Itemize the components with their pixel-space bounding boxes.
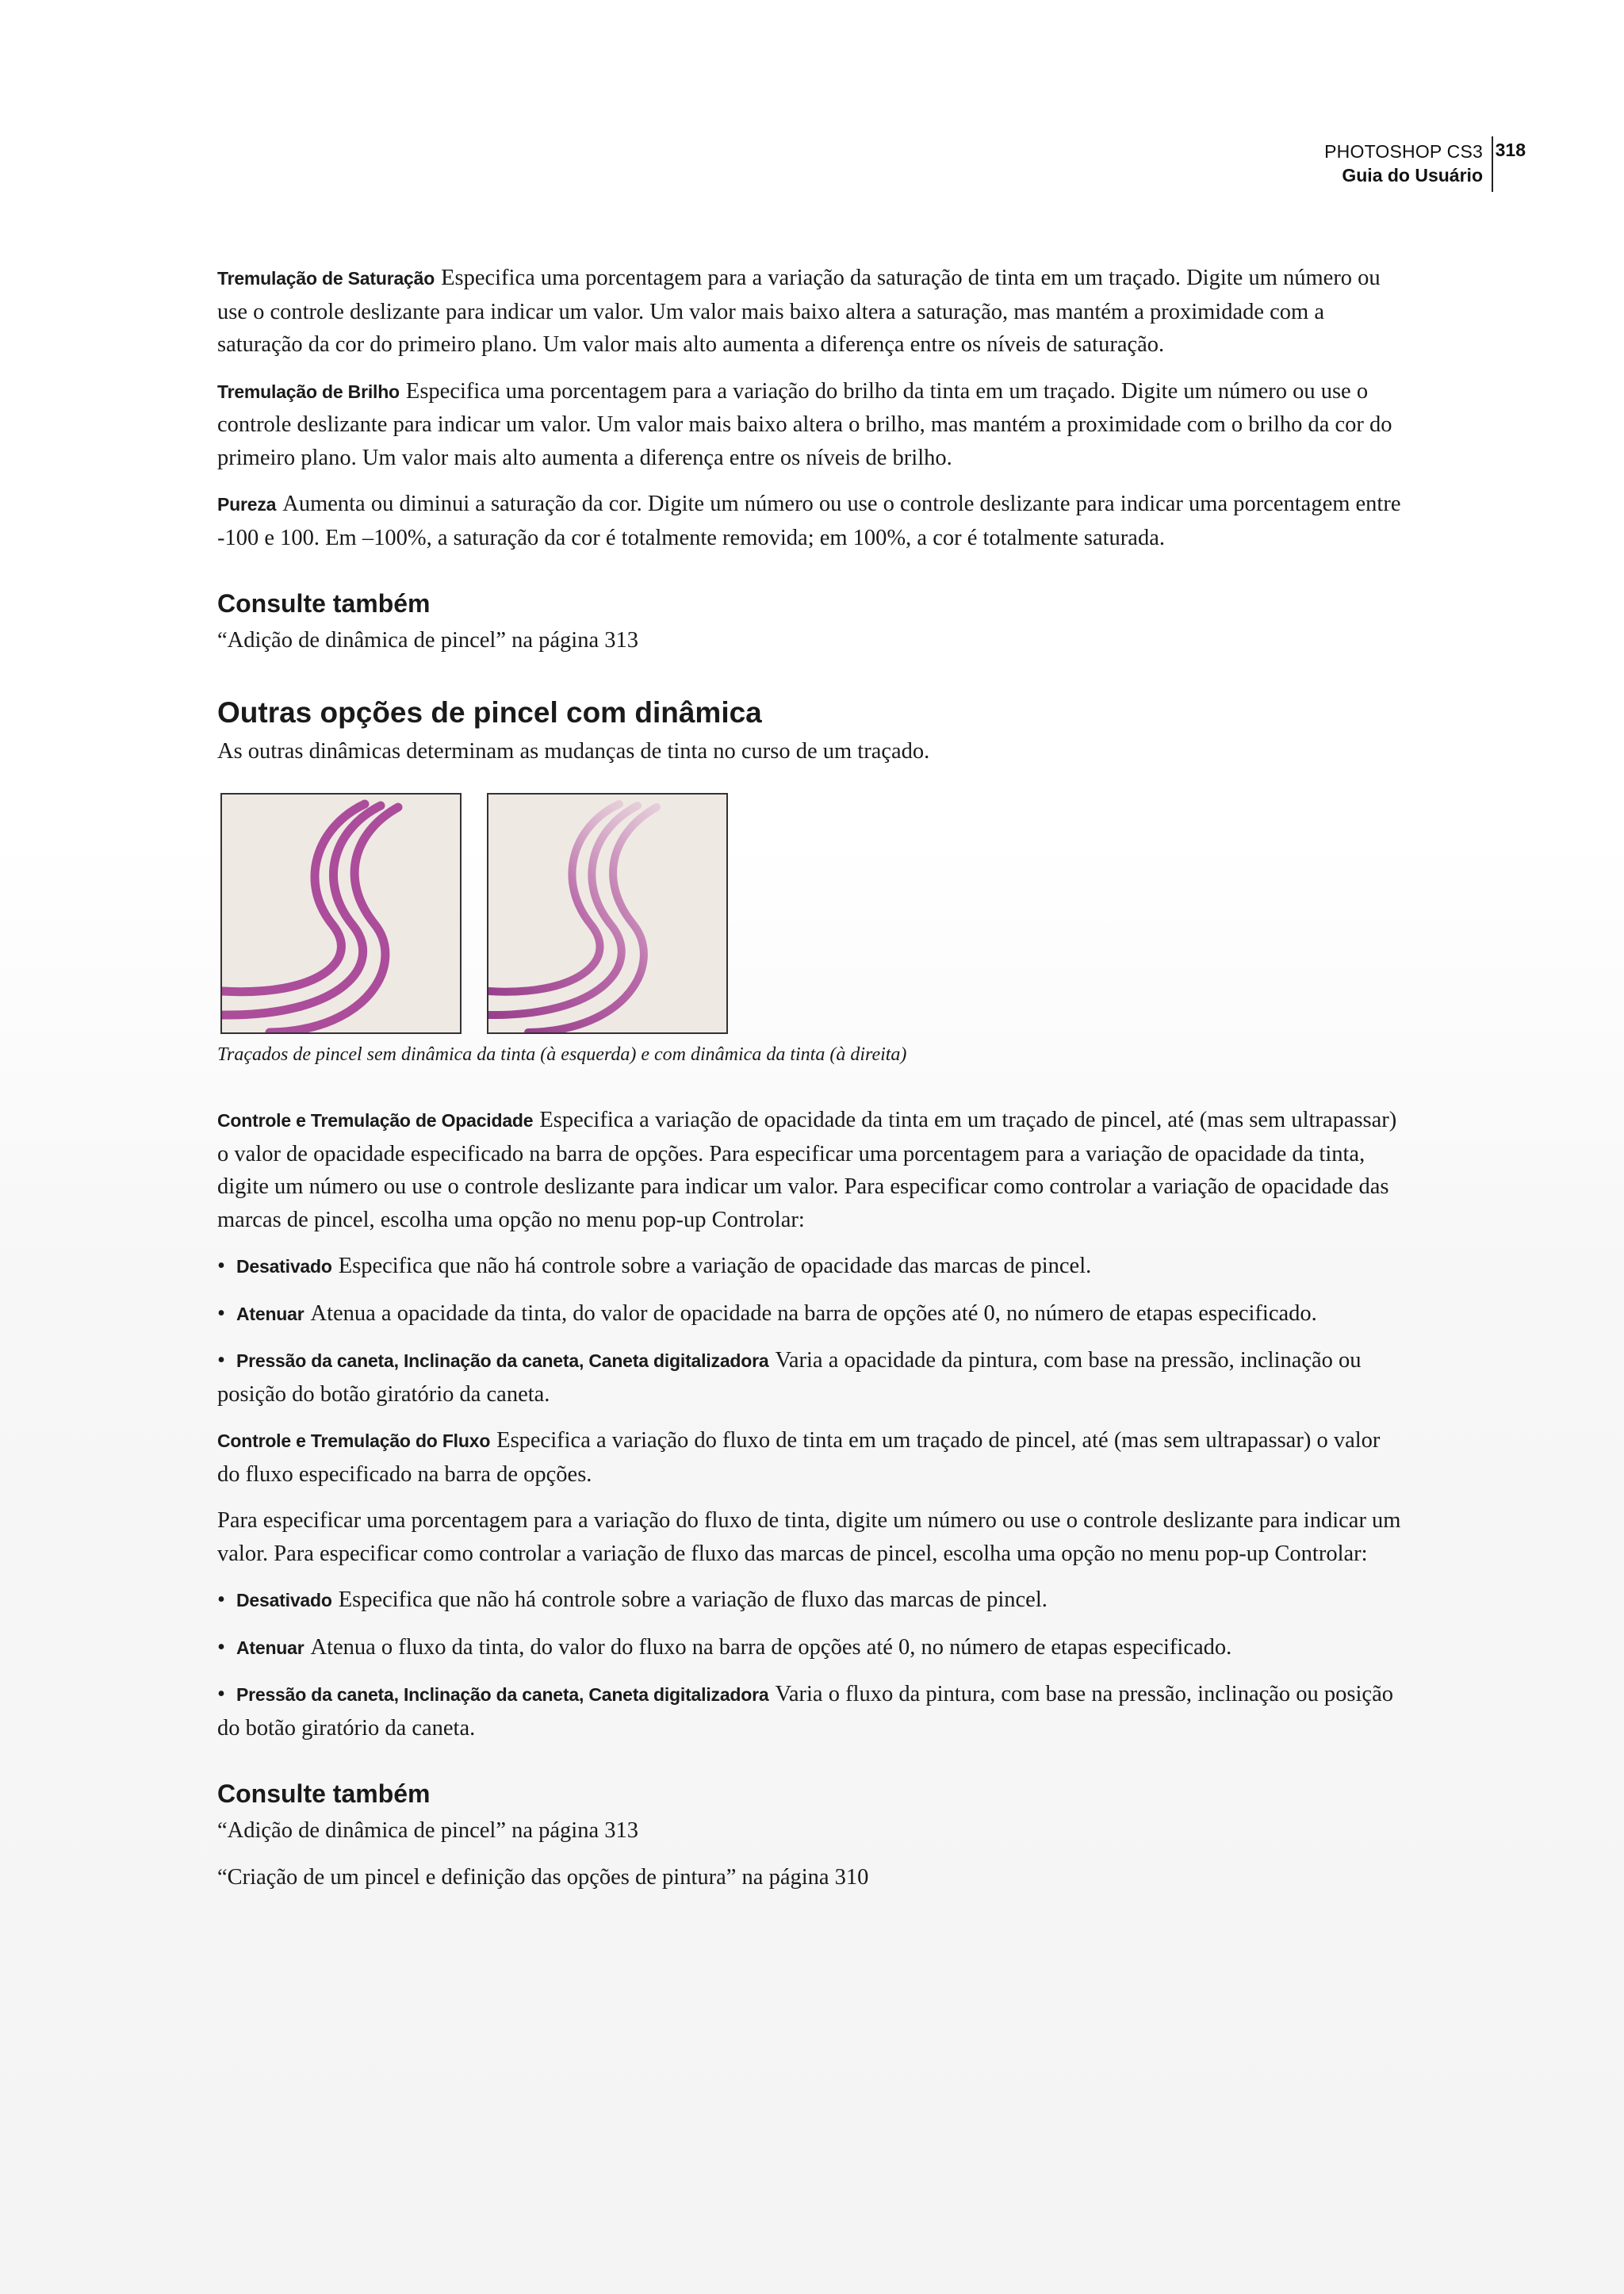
bullet-icon: • (217, 1634, 225, 1660)
definition-text: Especifica uma porcentagem para a variação do brilho da tinta em um traçado. Digite um número ou use o controle deslizante para indicar um valor. Um valor mais baixo altera o brilho, mas mantém a proximidade com o brilho da cor do primeiro plano. Um valor mais alto aumenta a diferença entre os níveis de brilho. (217, 378, 1392, 470)
definition-term: Controle e Tremulação do Fluxo (217, 1430, 491, 1451)
bullet-icon: • (217, 1300, 225, 1326)
bullet-item (217, 1584, 1407, 1618)
bullet-icon: • (217, 1587, 225, 1612)
bullet-text: Especifica que não há controle sobre a variação de fluxo das marcas de pincel. (338, 1587, 1048, 1612)
brush-strokes-figure (217, 793, 1407, 1039)
section-heading: Outras opções de pincel com dinâmica (217, 695, 762, 729)
definition-saturation-jitter (217, 262, 1407, 362)
definition-flow-jitter (217, 1424, 1407, 1491)
definition-text: Aumenta ou diminui a saturação da cor. Digite um número ou use o controle deslizante para indicar uma porcentagem entre -100 e 100. Em –100%, a saturação da cor é totalmente removida; em 100%, a cor é totalmente saturada. (217, 492, 1401, 550)
definition-term: Tremulação de Brilho (217, 381, 400, 402)
section-intro: As outras dinâmicas determinam as mudanças de tinta no curso de um traçado. (217, 738, 930, 764)
bullet-term: Pressão da caneta, Inclinação da caneta, Caneta digitalizadora (236, 1684, 769, 1705)
bullet-term: Atenuar (236, 1637, 304, 1658)
bullet-term: Desativado (236, 1256, 332, 1277)
page-number: 318 (1495, 140, 1526, 160)
bullet-icon: • (217, 1254, 225, 1278)
figure-caption: Traçados de pincel sem dinâmica da tinta (à esquerda) e com dinâmica da tinta (à direita) (217, 1044, 907, 1065)
bullet-text: Atenua o fluxo da tinta, do valor do fluxo na barra de opções até 0, no número de etapas especificado. (310, 1634, 1232, 1660)
bullet-term: Atenuar (236, 1303, 304, 1324)
header-product: PHOTOSHOP CS3 (1324, 141, 1483, 162)
bullet-item (217, 1250, 1407, 1284)
page-header (1237, 136, 1543, 193)
header-divider (1492, 136, 1493, 192)
see-also-link[interactable]: “Adição de dinâmica de pincel” na página 313 (217, 1818, 638, 1843)
see-also-heading: Consulte também (217, 1779, 431, 1808)
definition-term: Pureza (217, 494, 277, 515)
definition-opacity-jitter (217, 1104, 1407, 1236)
definition-term: Tremulação de Saturação (217, 268, 435, 289)
flow-paragraph: Para especificar uma porcentagem para a variação do fluxo de tinta, digite um número ou use o controle deslizante para indicar um valor. Para especificar como controlar a variação de fluxo das marcas de pincel, escolha uma opção no menu pop-up Controlar: (217, 1508, 1401, 1566)
bullet-item (217, 1678, 1407, 1744)
bullet-term: Desativado (236, 1590, 332, 1610)
header-guide: Guia do Usuário (1342, 165, 1483, 186)
bullet-icon: • (217, 1682, 225, 1706)
header-title-block (1324, 140, 1483, 187)
definition-text: Especifica a variação de opacidade da tinta em um traçado de pincel, até (mas sem ultrapassar) o valor de opacidade especificado na barra de opções. Para especificar uma porcentagem para a variação de opacidade da tinta, digite um número ou use o controle deslizante para indicar um valor. Para especificar como controlar a variação de opacidade das marcas de pincel, escolha uma opção no menu pop-up Controlar: (217, 1108, 1397, 1232)
definition-brightness-jitter (217, 375, 1407, 475)
definition-text: Especifica a variação do fluxo de tinta em um traçado de pincel, até (mas sem ultrapassar) o valor do fluxo especificado na barra de opções. (217, 1428, 1381, 1487)
bullet-item (217, 1631, 1407, 1665)
bullet-icon: • (217, 1348, 225, 1373)
see-also-link[interactable]: “Adição de dinâmica de pincel” na página 313 (217, 628, 638, 653)
strokes-with-dynamics-image (487, 793, 728, 1034)
see-also-link[interactable]: “Criação de um pincel e definição das opções de pintura” na página 310 (217, 1864, 869, 1890)
strokes-without-dynamics-image (220, 793, 462, 1034)
bullet-item (217, 1344, 1407, 1411)
main-content (217, 262, 1407, 1907)
bullet-text: Varia o fluxo da pintura, com base na pressão, inclinação ou posição do botão giratório da caneta. (217, 1682, 1393, 1741)
see-also-heading: Consulte também (217, 589, 431, 618)
bullet-text: Atenua a opacidade da tinta, do valor de opacidade na barra de opções até 0, no número de etapas especificado. (310, 1300, 1317, 1326)
bullet-item (217, 1297, 1407, 1331)
definition-term: Controle e Tremulação de Opacidade (217, 1110, 534, 1131)
bullet-text: Especifica que não há controle sobre a variação de opacidade das marcas de pincel. (338, 1254, 1092, 1278)
definition-text: Especifica uma porcentagem para a variação da saturação de tinta em um traçado. Digite um número ou use o controle deslizante para indicar um valor. Um valor mais baixo altera a saturação, mas mantém a proximidade com a saturação da cor do primeiro plano. Um valor mais alto aumenta a diferença entre os níveis de saturação. (217, 266, 1381, 357)
definition-purity (217, 488, 1407, 554)
bullet-term: Pressão da caneta, Inclinação da caneta, Caneta digitalizadora (236, 1350, 769, 1371)
bullet-text: Varia a opacidade da pintura, com base na pressão, inclinação ou posição do botão giratório da caneta. (217, 1348, 1362, 1407)
